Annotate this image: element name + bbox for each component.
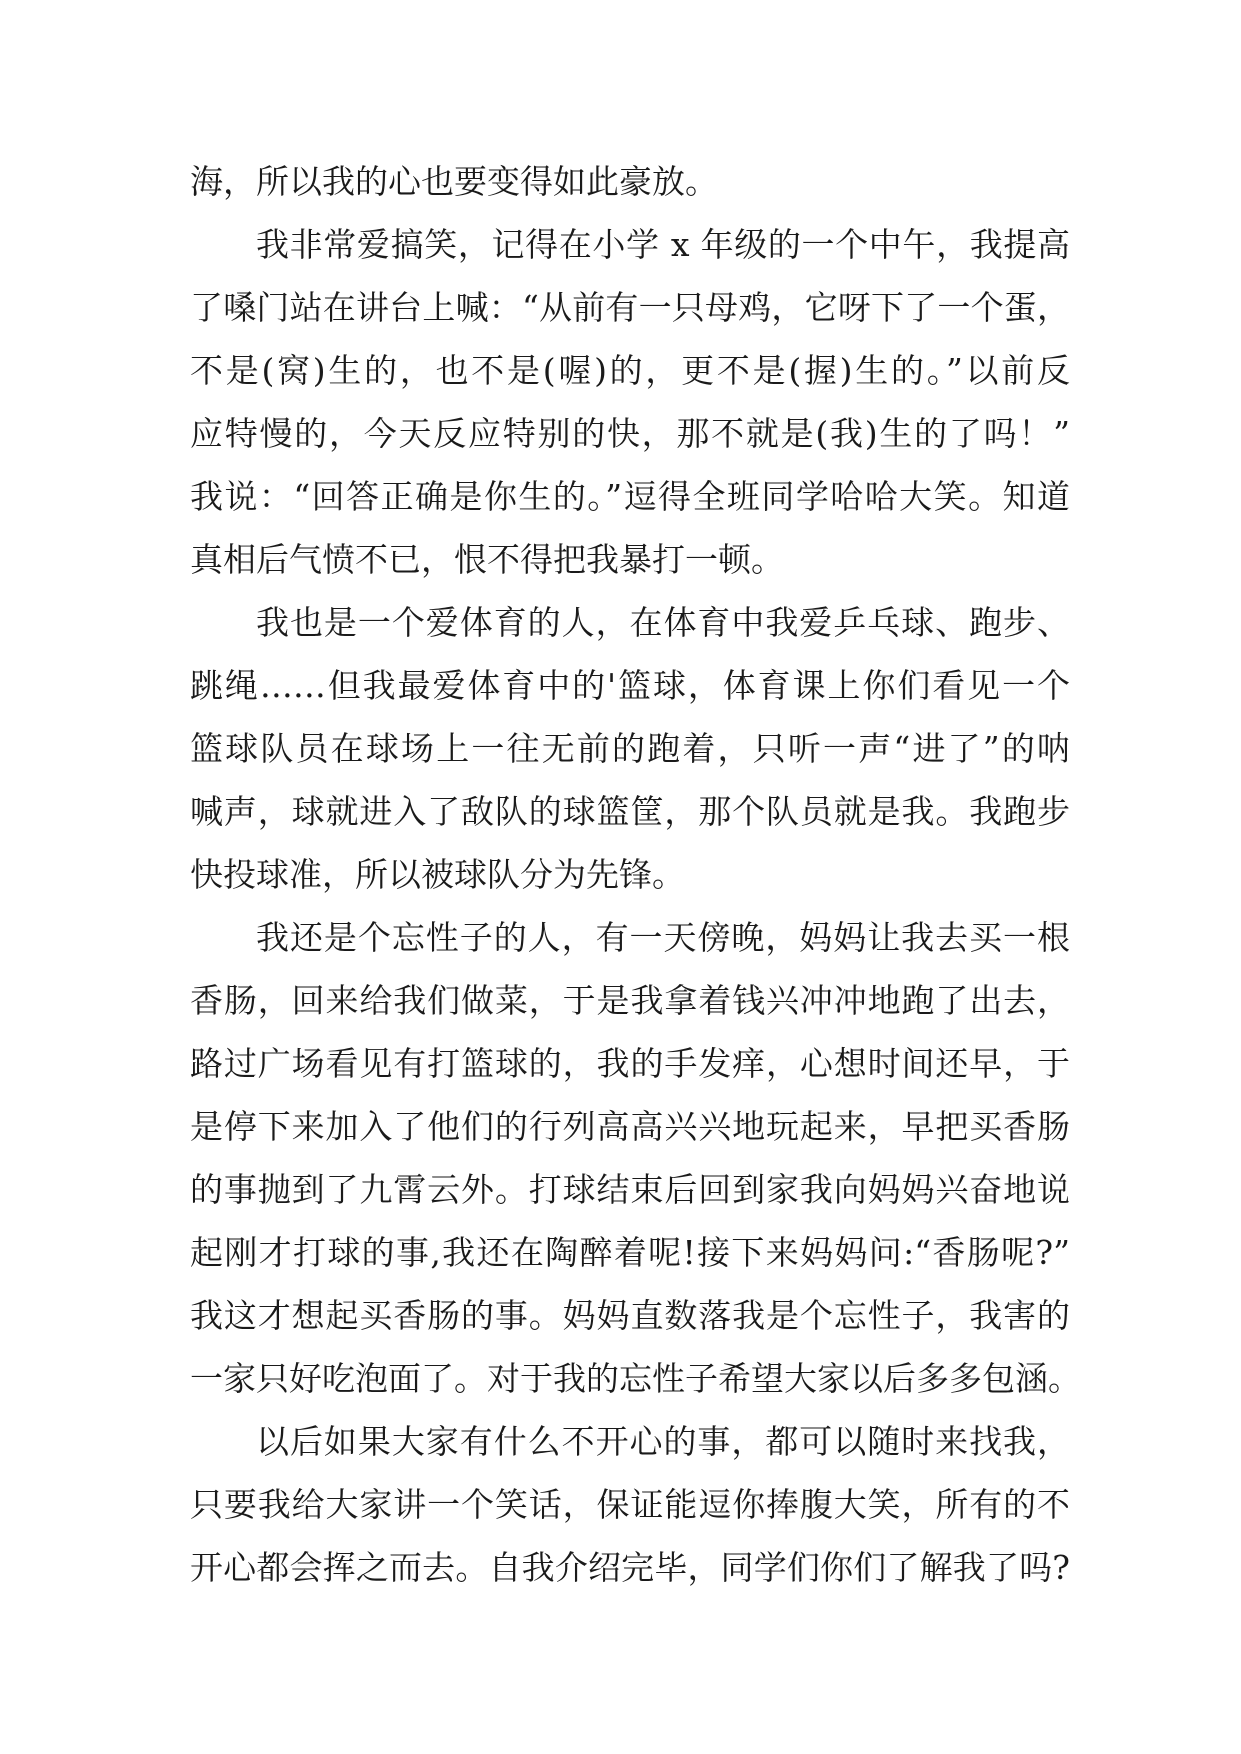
text-line: 快投球准，所以被球队分为先锋。 [190,855,685,894]
text-line: 路过广场看见有打篮球的，我的手发痒，心想时间还早，于 [190,1044,1070,1083]
text-line: 香肠，回来给我们做菜，于是我拿着钱兴冲冲地跑了出去， [190,981,1070,1020]
text-line: 我说：“回答正确是你生的。”逗得全班同学哈哈大笑。知道 [190,477,1070,516]
text-line: 起刚才打球的事,我还在陶醉着呢!接下来妈妈问:“香肠呢?” [190,1233,1070,1272]
text-line: 开心都会挥之而去。自我介绍完毕，同学们你们了解我了吗? [190,1548,1070,1587]
text-line: 我非常爱搞笑，记得在小学 x 年级的一个中午，我提高 [256,225,1070,264]
text-line: 我也是一个爱体育的人，在体育中我爱乒乓球、跑步、 [256,603,1070,642]
text-line: 真相后气愤不已，恨不得把我暴打一顿。 [190,540,784,579]
text-line: 我还是个忘性子的人，有一天傍晚，妈妈让我去买一根 [256,918,1070,957]
text-line: 是停下来加入了他们的行列高高兴兴地玩起来，早把买香肠 [190,1107,1070,1146]
text-line: 一家只好吃泡面了。对于我的忘性子希望大家以后多多包涵。 [190,1359,1081,1398]
text-line: 海，所以我的心也要变得如此豪放。 [190,162,718,201]
text-line: 篮球队员在球场上一往无前的跑着，只听一声“进了”的呐 [190,729,1070,768]
text-line: 的事抛到了九霄云外。打球结束后回到家我向妈妈兴奋地说 [190,1170,1070,1209]
text-line: 以后如果大家有什么不开心的事，都可以随时来找我， [256,1422,1070,1461]
text-line: 应特慢的，今天反应特别的快，那不就是(我)生的了吗！” [190,414,1070,453]
text-line: 了嗓门站在讲台上喊：“从前有一只母鸡，它呀下了一个蛋， [190,288,1070,327]
text-line: 喊声，球就进入了敌队的球篮筐，那个队员就是我。我跑步 [190,792,1070,831]
text-line: 跳绳……但我最爱体育中的'篮球，体育课上你们看见一个 [190,666,1070,705]
text-line: 只要我给大家讲一个笑话，保证能逗你捧腹大笑，所有的不 [190,1485,1070,1524]
text-line: 我这才想起买香肠的事。妈妈直数落我是个忘性子，我害的 [190,1296,1070,1335]
text-line: 不是(窝)生的，也不是(喔)的，更不是(握)生的。”以前反 [190,351,1070,390]
document-body [190,150,1081,1599]
